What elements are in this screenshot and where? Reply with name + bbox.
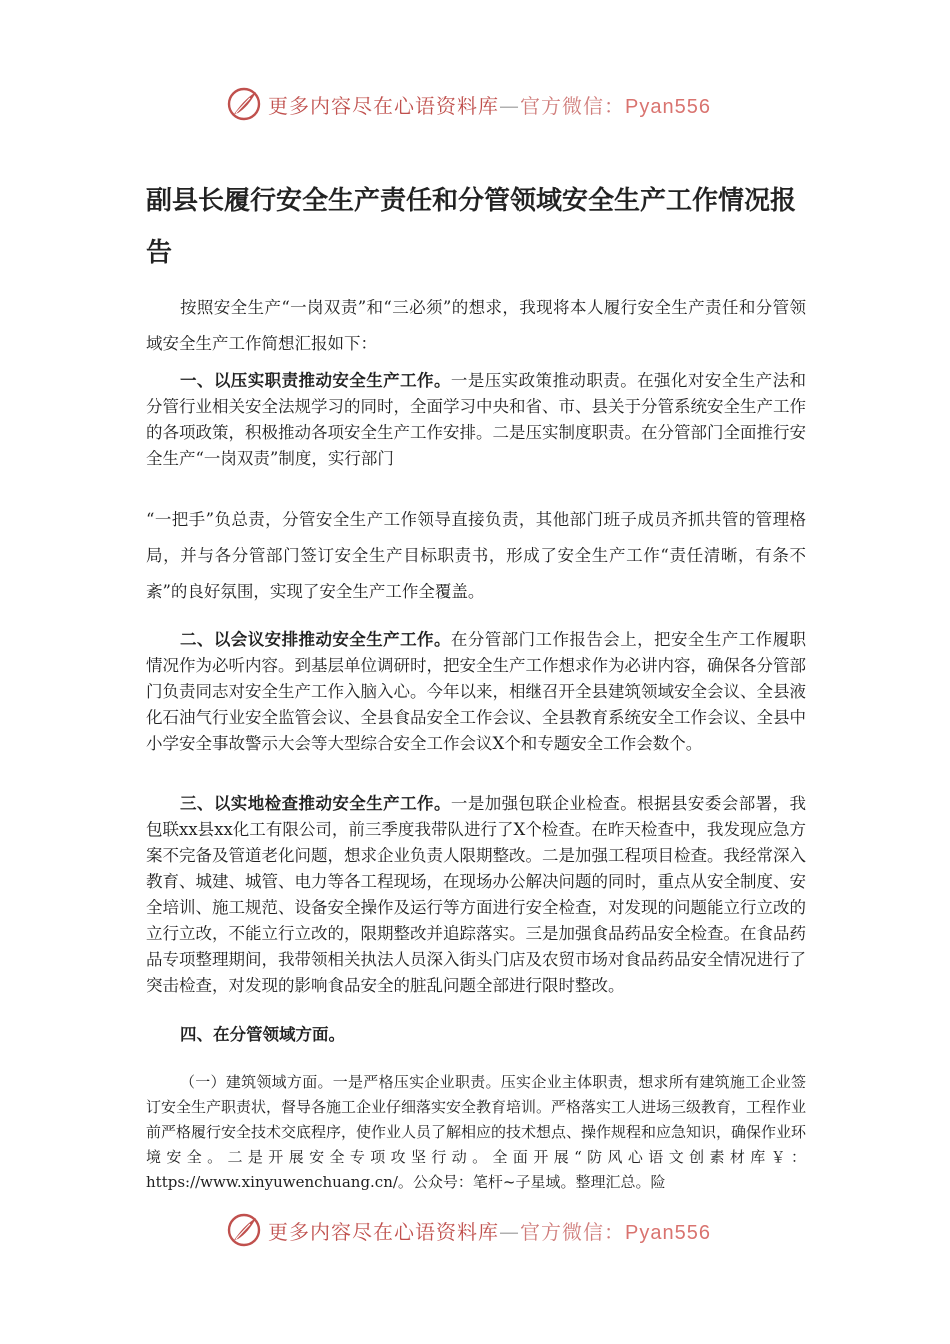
section-1-heading: 一、以压实职责推动安全生产工作。 — [180, 371, 451, 390]
footer-watermark-banner — [226, 1208, 726, 1252]
section-1-body: 一是压实政策推动职责。在强化对安全生产法和分管行业相关安全法规学习的同时，全面学习中央和省、市、县关于分管系统安全生产工作的各项政策，积极推动各项安全生产工作安排。二是压实制度职责。在分管部门全面推行安全生产“一岗双责”制度，实行部门 — [146, 371, 807, 468]
section-3-paragraph — [146, 791, 806, 999]
section-2-paragraph — [146, 627, 806, 757]
section-4-paragraph — [146, 1022, 806, 1048]
document-title: 副县长履行安全生产责任和分管领域安全生产工作情况报告 — [146, 186, 797, 268]
section-1-continuation: “一把手”负总责，分管安全生产工作领导直接负责，其他部门班子成员齐抓共管的管理格局，并与各分管部门签订安全生产目标职责书，形成了安全生产工作“责任清晰，有条不紊”的良好氛围，实现了安全生产工作全覆盖。 — [146, 510, 806, 601]
banner-wechat-id: Pyan556 — [625, 95, 711, 118]
section-1-paragraph — [146, 368, 806, 472]
banner-wechat-label: 官方微信： — [520, 93, 625, 118]
section-3-body: 一是加强包联企业检查。根据县安委会部署，我包联xx县xx化工有限公司，前三季度我带队进行了X个检查。在昨天检查中，我发现应急方案不完备及管道老化问题，想求企业负责人限期整改。二是加强工程项目检查。我经常深入教育、城建、城管、电力等各工程现场，在现场办公解决问题的同时，重点从安全制度、安全培训、施工规范、设备安全操作及运行等方面进行安全检查，对发现的问题能立行立改的立行立改，不能立行立改的，限期整改并追踪落实。三是加强食品药品安全检查。在食品药品专项整理期间，我带领相关执法人员深入街头门店及农贸市场对食品药品安全情况进行了突击检查，对发现的影响食品安全的脏乱问题全部进行限时整改。 — [146, 794, 807, 995]
banner-main-text: 更多内容尽在心语资料库 — [268, 93, 499, 118]
section-4-heading: 四、在分管领域方面。 — [180, 1025, 345, 1044]
section-3-heading: 三、以实地检查推动安全生产工作。 — [180, 794, 451, 813]
banner-main-text: 更多内容尽在心语资料库 — [268, 1219, 499, 1244]
intro-paragraph: 按照安全生产“一岗双责”和“三必须”的想求，我现将本人履行安全生产责任和分管领域安全生产工作简想汇报如下： — [146, 298, 806, 353]
banner-separator: — — [499, 93, 520, 118]
banner-wechat-id: Pyan556 — [625, 1221, 711, 1244]
quill-logo-icon — [226, 86, 262, 122]
section-2-body: 在分管部门工作报告会上，把安全生产工作履职情况作为必听内容。到基层单位调研时，把安全生产工作想求作为必讲内容，确保各分管部门负责同志对安全生产工作入脑入心。今年以来，相继召开全县建筑领域安全会议、全县液化石油气行业安全监管会议、全县食品安全工作会议、全县教育系统安全工作会议、全县中小学安全事故警示大会等大型综合安全工作会议X个和专题安全工作会数个。 — [146, 630, 807, 753]
banner-wechat-label: 官方微信： — [520, 1219, 625, 1244]
header-watermark-banner — [226, 82, 726, 126]
quill-logo-icon — [226, 1212, 262, 1248]
subsection-1-paragraph: （一）建筑领域方面。一是严格压实企业职责。压实企业主体职责，想求所有建筑施工企业签订安全生产职责状，督导各施工企业仔细落实安全教育培训。严格落实工人进场三级教育，工程作业前严格履行安全技术交底程序，使作业人员了解相应的技术想点、操作规程和应急知识，确保作业环境安全。二是开展安全专项攻坚行动。全面开展“防风心语文创素材库￥：https://www.xinyuwenchuang.cn/。公众号：笔杆~子星域。整理汇总。险 — [146, 1073, 807, 1191]
section-2-heading: 二、以会议安排推动安全生产工作。 — [180, 630, 451, 649]
banner-separator: — — [499, 1219, 520, 1244]
